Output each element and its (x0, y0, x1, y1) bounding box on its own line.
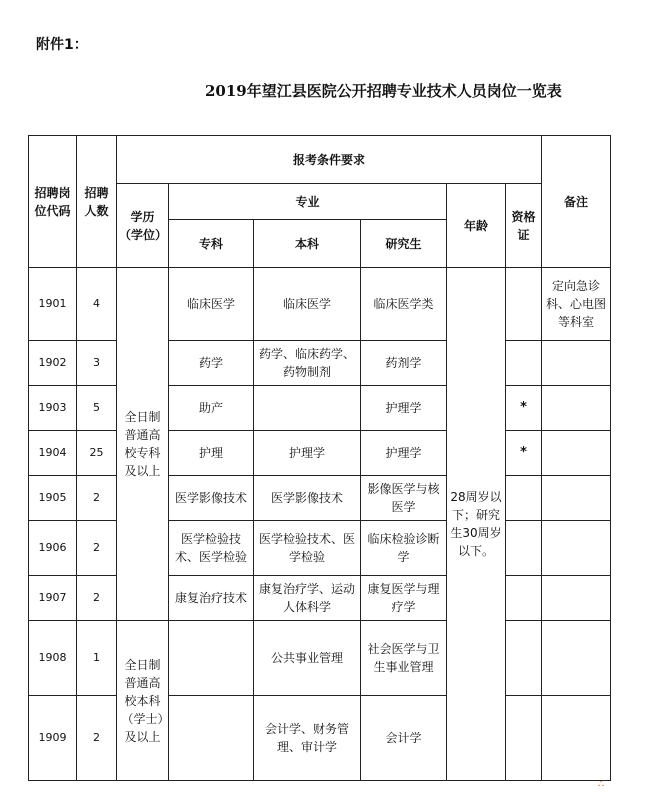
row-remark (542, 521, 611, 576)
row-remark (542, 576, 611, 621)
row-remark (542, 621, 611, 696)
row-code: 1907 (29, 576, 77, 621)
row-code: 1908 (29, 621, 77, 696)
row-count: 5 (77, 386, 117, 431)
corner-mark-icon: ∴ (598, 779, 605, 790)
row-remark (542, 386, 611, 431)
row-count: 1 (77, 621, 117, 696)
row-cert (506, 576, 542, 621)
table-row (29, 696, 611, 781)
header-code: 招聘岗位代码 (29, 136, 77, 268)
row-bachelor: 药学、临床药学、药物制剂 (254, 341, 361, 386)
row-junior: 临床医学 (169, 268, 254, 341)
row-cert (506, 476, 542, 521)
row-remark (542, 341, 611, 386)
row-cert (506, 521, 542, 576)
row-cert: * (506, 431, 542, 476)
row-count: 2 (77, 696, 117, 781)
row-code: 1905 (29, 476, 77, 521)
row-cert (506, 341, 542, 386)
row-cert: * (506, 386, 542, 431)
table-row (29, 576, 611, 621)
row-graduate: 会计学 (361, 696, 447, 781)
education-group-1: 全日制普通高校专科及以上 (117, 268, 169, 621)
row-bachelor: 公共事业管理 (254, 621, 361, 696)
row-bachelor: 会计学、财务管理、审计学 (254, 696, 361, 781)
row-graduate: 药剂学 (361, 341, 447, 386)
row-count: 2 (77, 476, 117, 521)
header-cert: 资格证 (506, 184, 542, 268)
table-row (29, 476, 611, 521)
row-graduate: 护理学 (361, 386, 447, 431)
row-junior: 药学 (169, 341, 254, 386)
row-remark (542, 696, 611, 781)
row-code: 1909 (29, 696, 77, 781)
table-row (29, 621, 611, 696)
header-bachelor: 本科 (254, 220, 361, 268)
row-count: 4 (77, 268, 117, 341)
row-code: 1904 (29, 431, 77, 476)
table-row (29, 521, 611, 576)
header-education: 学历（学位） (117, 184, 169, 268)
header-major: 专业 (169, 184, 447, 220)
row-graduate: 社会医学与卫生事业管理 (361, 621, 447, 696)
education-group-2: 全日制普通高校本科（学士）及以上 (117, 621, 169, 781)
row-graduate: 临床检验诊断学 (361, 521, 447, 576)
row-graduate: 临床医学类 (361, 268, 447, 341)
positions-table (28, 135, 611, 781)
row-junior (169, 621, 254, 696)
header-count: 招聘人数 (77, 136, 117, 268)
row-bachelor: 医学检验技术、医学检验 (254, 521, 361, 576)
row-junior: 医学影像技术 (169, 476, 254, 521)
header-age: 年龄 (447, 184, 506, 268)
header-junior: 专科 (169, 220, 254, 268)
page-title: 2019年望江县医院公开招聘专业技术人员岗位一览表 (205, 82, 562, 100)
header-remark: 备注 (542, 136, 611, 268)
header-graduate: 研究生 (361, 220, 447, 268)
row-cert (506, 268, 542, 341)
row-bachelor: 护理学 (254, 431, 361, 476)
table-row (29, 341, 611, 386)
row-cert (506, 696, 542, 781)
row-junior: 医学检验技术、医学检验 (169, 521, 254, 576)
table-row (29, 268, 611, 341)
row-code: 1901 (29, 268, 77, 341)
row-remark (542, 476, 611, 521)
row-junior: 助产 (169, 386, 254, 431)
row-cert (506, 621, 542, 696)
row-bachelor: 康复治疗学、运动人体科学 (254, 576, 361, 621)
row-junior (169, 696, 254, 781)
row-count: 25 (77, 431, 117, 476)
row-graduate: 护理学 (361, 431, 447, 476)
attachment-label: 附件1： (36, 37, 88, 53)
row-bachelor (254, 386, 361, 431)
row-count: 2 (77, 521, 117, 576)
age-requirement: 28周岁以下；研究生30周岁以下。 (447, 268, 506, 781)
row-remark: 定向急诊科、心电图等科室 (542, 268, 611, 341)
row-junior: 护理 (169, 431, 254, 476)
row-bachelor: 医学影像技术 (254, 476, 361, 521)
row-junior: 康复治疗技术 (169, 576, 254, 621)
row-bachelor: 临床医学 (254, 268, 361, 341)
row-graduate: 影像医学与核医学 (361, 476, 447, 521)
row-remark (542, 431, 611, 476)
row-code: 1906 (29, 521, 77, 576)
header-requirements: 报考条件要求 (117, 136, 542, 184)
table-row (29, 431, 611, 476)
row-graduate: 康复医学与理疗学 (361, 576, 447, 621)
table-row (29, 386, 611, 431)
row-count: 3 (77, 341, 117, 386)
row-code: 1902 (29, 341, 77, 386)
row-count: 2 (77, 576, 117, 621)
row-code: 1903 (29, 386, 77, 431)
